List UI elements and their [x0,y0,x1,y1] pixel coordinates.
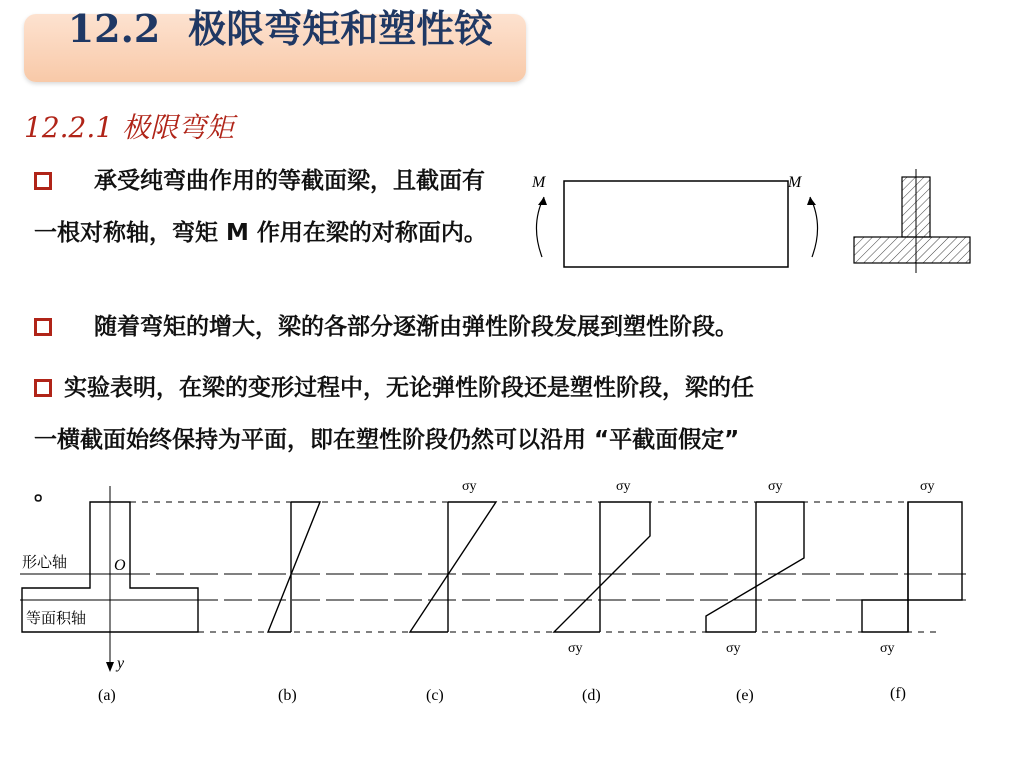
sigma-y-label-e-bottom: σy [726,641,741,656]
y-axis-label: y [117,655,125,672]
paragraph-3-line-1 [34,362,954,414]
panel-d-diagram [554,479,650,656]
panel-label-b: (b) [278,687,297,704]
subsection-heading: 12.2.1 极限弯矩 [24,111,234,144]
sigma-y-label-f-bottom: σy [880,641,895,656]
equal-area-axis-label: 等面积轴 [26,609,87,627]
panel-e-diagram [706,479,804,656]
bullet-square-icon [34,379,52,397]
sigma-y-label-f-top: σy [920,479,935,494]
bullet-square-icon [34,172,52,190]
page-title [60,8,500,50]
t-section [854,169,970,273]
section-title: 极限弯矩和塑性铰 [188,6,493,51]
bullet-square-icon [34,318,52,336]
panel-label-a: (a) [98,687,116,704]
paragraph-2 [34,301,934,353]
section-number: 12.2 [67,6,161,51]
panel-label-c: (c) [426,687,444,704]
panel-a-section [20,486,198,672]
left-moment-arrow-icon [536,197,544,257]
sigma-y-label-e-top: σy [768,479,783,494]
paragraph-3-line-3: 。 [34,479,57,505]
paragraph-3-text-1: 实验表明，在梁的变形过程中，无论弹性阶段还是塑性阶段，梁的任 [64,375,754,401]
moment-right-label: M [788,174,802,191]
stress-distribution-figure [0,470,1024,768]
panel-label-d: (d) [582,687,601,704]
right-moment-arrow-icon [810,197,818,257]
centroid-axis-label: 形心轴 [22,553,68,571]
origin-label: O [114,557,126,574]
panel-label-e: (e) [736,687,754,704]
paragraph-1-text: 承受纯弯曲作用的等截面梁，且截面有一根对称轴，弯矩 M 作用在梁的对称面内。 [34,168,487,246]
panel-b-diagram [268,502,320,632]
paragraph-3-line-2: 一横截面始终保持为平面，即在塑性阶段仍然可以沿用 “平截面假定” [34,427,740,453]
moment-left-label: M [532,174,546,191]
paragraph-1 [34,155,504,259]
sigma-y-label-d-bottom: σy [568,641,583,656]
paragraph-2-text: 随着弯矩的增大，梁的各部分逐渐由弹性阶段发展到塑性阶段。 [94,314,738,340]
sigma-y-label-d-top: σy [616,479,631,494]
panel-label-f: (f) [890,685,906,702]
panel-f-diagram [862,479,962,656]
beam-rectangle [564,181,788,267]
sigma-y-label-c: σy [462,479,477,494]
beam-figure [520,165,980,285]
